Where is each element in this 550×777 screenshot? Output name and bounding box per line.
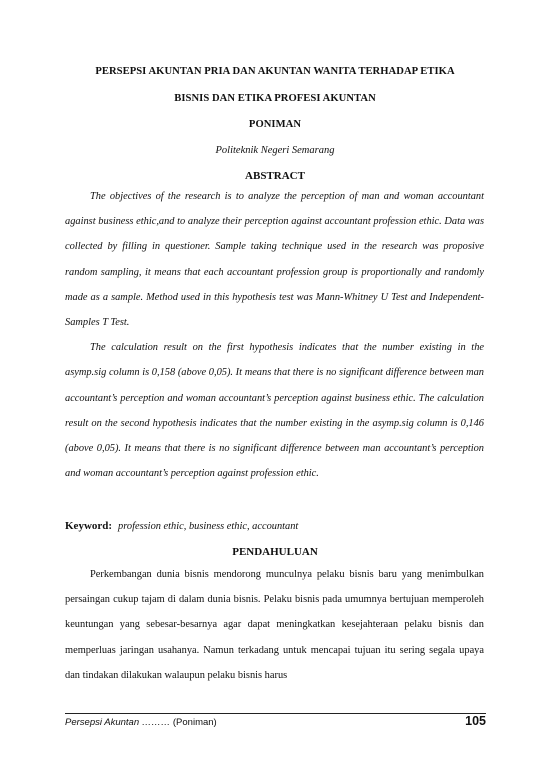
abstract-heading: ABSTRACT (245, 170, 305, 182)
abstract-body (65, 184, 484, 486)
author-name: PONIMAN (248, 119, 302, 130)
intro-paragraph: Perkembangan dunia bisnis mendorong munculnya pelaku bisnis baru yang menimbulkan persaingan cukup tajam di dalam dunia bisnis. Pelaku bisnis pada umumnya bertujuan memperoleh keuntungan yang sebesar-besarnya agar dapat meningkatkan kesejahteraan pelaku bisnis dan memperluas jaringan usahanya. Namun terkadang untuk mencapai tujuan itu sering segala upaya dan tindakan dilakukan walaupun pelaku bisnis harus (65, 569, 484, 681)
footer-divider (65, 713, 486, 714)
footer-running-title (65, 717, 217, 728)
keyword-label: Keyword: (65, 520, 113, 532)
page-number: 105 (465, 714, 486, 728)
author-affiliation: Politeknik Negeri Semarang (215, 145, 335, 156)
keyword-line (65, 520, 298, 532)
abstract-paragraph-2: The calculation result on the first hypothesis indicates that the number existing in the asymp.sig column is 0,158 (above 0,05). It means that there is no significant difference between man accountant’s perception and woman accountant’s perception against business ethic. The calculation result on the second hypothesis indicates that the number existing in the asymp.sig column is 0,146 (above 0,05). It means that there is no significant difference between man accountant’s perception and woman accountant’s perception against profession ethic. (65, 342, 484, 480)
paper-title-line-1: PERSEPSI AKUNTAN PRIA DAN AKUNTAN WANITA TERHADAP ETIKA (95, 66, 455, 77)
section-heading-pendahuluan: PENDAHULUAN (232, 546, 318, 558)
intro-body (65, 562, 484, 688)
paper-title-line-2: BISNIS DAN ETIKA PROFESI AKUNTAN (174, 93, 376, 104)
abstract-paragraph-1: The objectives of the research is to analyze the perception of man and woman accountant against business ethic,and to analyze their perception against accountant profession ethic. Data was collected by filling in questioner. Sample taking technique used in the research was proposive random sampling, it means that each accountant profession group is proportionally and randomly made as a sample. Method used in this hypothesis test was Mann-Whitney U Test and Independent-Samples T Test. (65, 191, 484, 329)
footer-title-text: Persepsi Akuntan ……… (65, 717, 171, 728)
footer-author-text: (Poniman) (172, 717, 217, 728)
keyword-values: profession ethic, business ethic, accountant (118, 521, 299, 532)
